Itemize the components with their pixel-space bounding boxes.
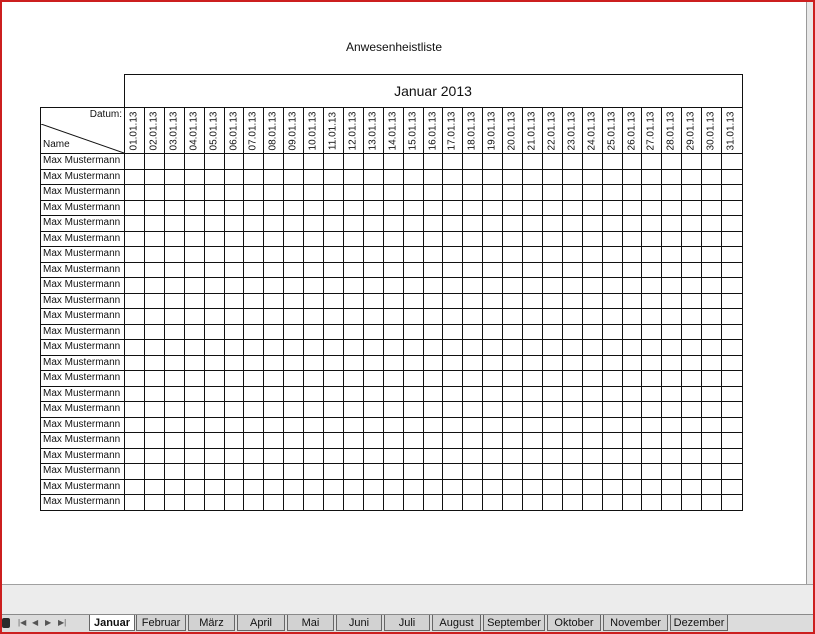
employee-name-cell[interactable]: Max Mustermann [43,356,121,368]
month-header: Januar 2013 [394,83,472,99]
date-header-label: 18.01.13 [466,111,478,151]
horizontal-scroll-area[interactable] [2,584,813,614]
employee-name-cell[interactable]: Max Mustermann [43,372,121,383]
grid-line [40,262,743,263]
grid-line [40,277,743,278]
sheet-tab[interactable]: Mai [287,615,334,631]
sheet-tab[interactable]: April [237,615,285,631]
grid-line [40,169,743,170]
date-column-header[interactable] [542,108,562,154]
sheet-tab-bar [2,614,813,632]
date-header-label: 29.01.13 [685,111,697,151]
date-header-label: 14.01.13 [387,111,399,151]
date-label: Datum: [89,109,122,120]
sheet-tab[interactable]: Oktober [547,615,601,631]
date-column-header[interactable] [303,108,323,154]
date-header-label: 22.01.13 [546,111,558,151]
last-sheet-icon[interactable]: ▶| [58,618,67,627]
date-header-label: 15.01.13 [407,111,419,151]
employee-name-cell[interactable]: Max Mustermann [43,232,121,244]
employee-name-cell[interactable]: Max Mustermann [43,279,121,290]
date-column-header[interactable] [602,108,622,154]
date-header-label: 19.01.13 [486,111,498,151]
date-header-label: 26.01.13 [626,111,637,151]
grid-line [40,215,743,216]
employee-name-cell[interactable]: Max Mustermann [43,449,121,461]
date-column-header[interactable] [144,108,164,154]
date-header-label: 27.01.13 [645,111,657,151]
date-header-label: 12.01.13 [347,111,359,151]
date-header-label: 07.01.13 [247,111,259,151]
date-column-header[interactable] [701,108,721,154]
employee-name-cell[interactable]: Max Mustermann [43,387,121,399]
date-header-label: 20.01.13 [506,111,518,151]
date-column-header[interactable] [363,108,383,154]
grid-line [40,494,743,495]
name-label: Name [43,139,70,150]
date-column-header[interactable] [423,108,443,154]
date-header-label: 06.01.13 [228,111,239,151]
date-column-header[interactable] [522,108,542,154]
date-header-label: 05.01.13 [208,111,220,151]
date-column-header[interactable] [562,108,582,154]
grid-line [40,417,743,418]
date-header-label: 08.01.13 [267,111,279,151]
date-header-label: 31.01.13 [725,111,737,151]
date-column-header[interactable] [681,108,701,154]
sheet-tab[interactable]: Juni [336,615,382,631]
employee-name-cell[interactable]: Max Mustermann [43,155,121,166]
date-column-header[interactable] [582,108,602,154]
date-header-label: 24.01.13 [586,111,598,151]
sheet-tab[interactable]: Juli [384,615,430,631]
employee-name-cell[interactable]: Max Mustermann [43,418,121,430]
date-column-header[interactable] [204,108,224,154]
date-column-header[interactable] [442,108,462,154]
date-header-label: 23.01.13 [566,111,578,151]
date-column-header[interactable] [462,108,482,154]
grid-line [40,200,743,201]
sheet-tab[interactable]: November [603,615,668,631]
employee-name-cell[interactable]: Max Mustermann [43,170,121,182]
employee-name-cell[interactable]: Max Mustermann [43,294,121,306]
date-header-label: 17.01.13 [446,111,458,151]
date-header-label: 09.01.13 [287,111,299,151]
employee-name-cell[interactable]: Max Mustermann [43,403,121,414]
date-header-label: 01.01.13 [128,111,140,151]
grid-line [40,463,743,464]
grid-line [40,308,743,309]
date-header-label: 02.01.13 [148,111,160,151]
grid-line [40,479,743,480]
employee-name-cell[interactable]: Max Mustermann [43,480,121,492]
sheet-tab[interactable]: März [188,615,235,631]
date-column-header[interactable] [622,108,642,154]
date-column-header[interactable] [243,108,263,154]
employee-name-cell[interactable]: Max Mustermann [43,496,121,507]
grid-line [40,386,743,387]
employee-name-cell[interactable]: Max Mustermann [43,310,121,321]
employee-name-cell[interactable]: Max Mustermann [43,341,121,352]
employee-name-cell[interactable]: Max Mustermann [43,186,121,197]
date-header-label: 04.01.13 [188,111,200,151]
date-header-label: 03.01.13 [168,111,180,151]
date-header-label: 25.01.13 [606,111,618,151]
date-column-header[interactable] [323,108,343,154]
date-column-header[interactable] [343,108,363,154]
date-header-label: 28.01.13 [665,111,677,151]
date-column-header[interactable] [224,108,244,154]
grid-line [40,231,743,232]
sheet-title: Anwesenheistliste [346,40,443,54]
date-header-label: 21.01.13 [526,111,538,151]
grid-line [40,324,743,325]
grid-line [40,355,743,356]
vertical-scrollbar[interactable] [806,2,813,584]
date-column-header[interactable] [184,108,204,154]
date-column-header[interactable] [283,108,303,154]
date-column-header[interactable] [641,108,661,154]
employee-name-cell[interactable]: Max Mustermann [43,465,121,476]
grid-line [40,293,743,294]
employee-name-cell[interactable]: Max Mustermann [43,263,121,275]
employee-name-cell[interactable]: Max Mustermann [43,248,121,259]
grid-line [40,510,743,511]
grid-line [40,401,743,402]
date-column-header[interactable] [263,108,283,154]
prev-sheet-icon[interactable]: ◀ [32,618,39,627]
date-header-label: 30.01.13 [705,111,717,151]
sheet-tab[interactable]: Januar [89,615,135,631]
sheet-tab[interactable]: Februar [136,615,186,631]
date-column-header[interactable] [502,108,522,154]
date-column-header[interactable] [482,108,502,154]
employee-name-cell[interactable]: Max Mustermann [43,434,121,445]
grid-line [40,448,743,449]
grid-line [40,246,743,247]
employee-name-cell[interactable]: Max Mustermann [43,325,121,337]
date-header-label: 11.01.13 [327,111,339,151]
grid-line [40,370,743,371]
header-diagonal [41,124,124,153]
date-column-header[interactable] [124,108,144,154]
date-column-header[interactable] [383,108,403,154]
employee-name-cell[interactable]: Max Mustermann [43,217,121,228]
corner-icon [2,618,10,628]
date-header-label: 10.01.13 [307,111,319,151]
next-sheet-icon[interactable]: ▶ [45,618,52,627]
date-header-label: 13.01.13 [367,111,379,151]
grid-line [40,184,743,185]
date-column-header[interactable] [403,108,423,154]
sheet-tab[interactable]: Dezember [670,615,728,631]
date-column-header[interactable] [164,108,184,154]
sheet-tab[interactable]: August [432,615,481,631]
grid-line [40,339,743,340]
employee-name-cell[interactable]: Max Mustermann [43,201,121,213]
sheet-tab[interactable]: September [483,615,545,631]
date-column-header[interactable] [721,108,741,154]
first-sheet-icon[interactable]: |◀ [18,618,27,627]
date-column-header[interactable] [661,108,681,154]
grid-line [40,432,743,433]
date-header-label: 16.01.13 [427,111,438,151]
